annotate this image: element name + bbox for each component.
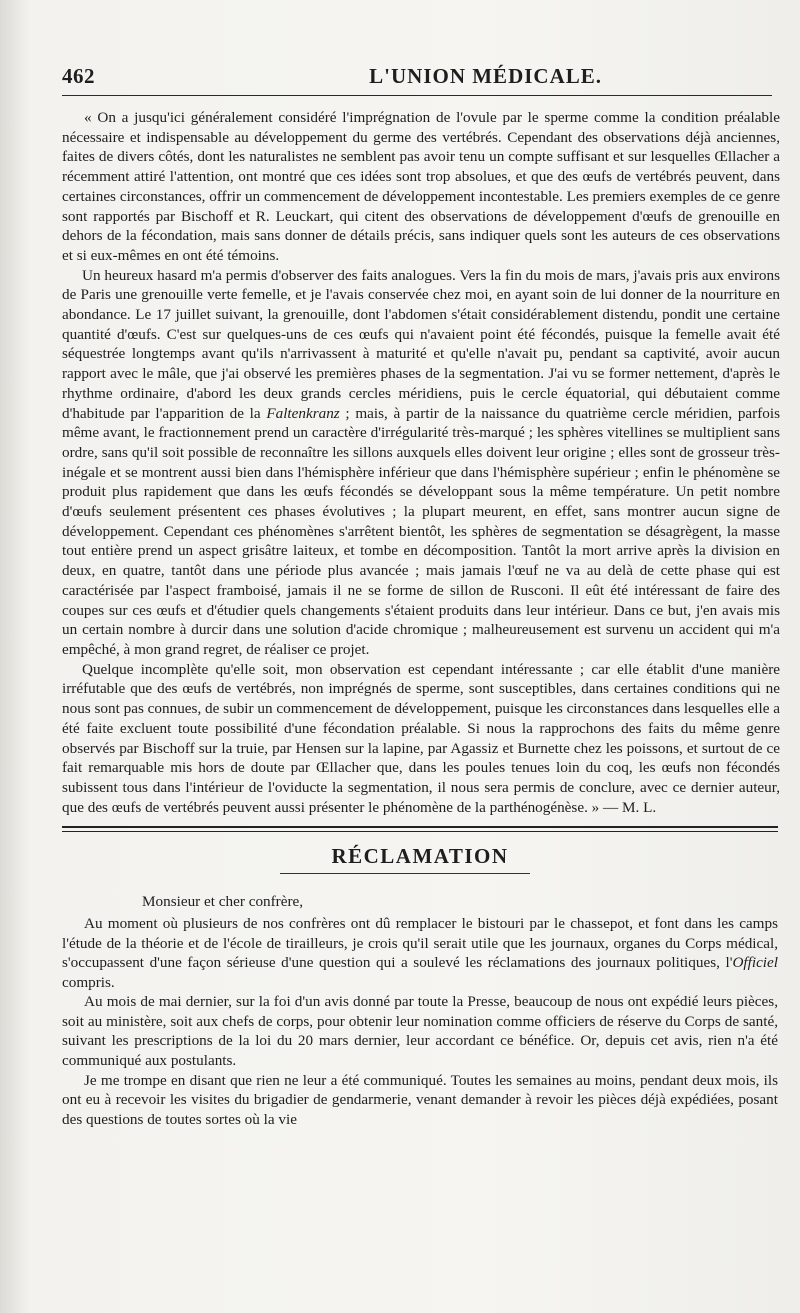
italic-term: Officiel bbox=[732, 954, 778, 972]
italic-term: Faltenkranz bbox=[266, 404, 340, 422]
letter-paragraph bbox=[62, 914, 778, 992]
letter-salutation: Monsieur et cher confrère, bbox=[142, 893, 304, 911]
article-paragraph bbox=[62, 266, 780, 660]
article-paragraph-text: ; mais, à partir de la naissance du quatrième cercle méridien, parfois même avant, le fractionnement prend un caractère d'irrégularité très-marqué ; les sphères vitellines se multiplient sans ordre, sans qu'il soit possible de reconnaître les sillons auxquels elles doivent leur origine ; elles sont de grosseur très-inégale et se montrent aussi bien dans l'hémisphère inférieur que dans l'hémisphère supérieur ; enfin le phénomène se produit plus rapidement que dans les œufs fécondés se développant sous la même température. Un petit nombre d'œufs seulement présentent ces phases évolutives ; la plupart meurent, en effet, sans montrer aucun signe de développement. Cependant ces phénomènes s'arrêtent bientôt, les sphères de segmentation se désagrègent, la masse tout entière prend un aspect grisâtre laiteux, et tombe en décomposition. Tantôt la mort arrive après la division en deux, en quatre, tantôt dans une période plus avancée ; mais jamais l'œuf ne va au delà de cette phase qui est caractérisée par l'aspect framboisé, jamais il ne se forme de sillon de Rusconi. Il eût été intéressant de faire des coupes sur ces œufs et d'étudier quels changements s'étaient produits dans leur intérieur. Dans ce but, j'en avais mis un certain nombre à durcir dans une solution d'acide chromique ; malheureusement est survenu un accident qui m'a empêché, à mon grand regret, de réaliser ce projet. bbox=[62, 404, 780, 658]
header-rule bbox=[62, 95, 772, 96]
letter-paragraph-text: Au moment où plusieurs de nos confrères ont dû remplacer le bistouri par le chassepot, et font dans les camps l'étude de la théorie et de l'école de tirailleurs, je crois qu'il serait utile que les journaux, organes du Corps médical, s'occupassent d'une façon sérieuse d'une question qui a soulevé les réclamations des journaux politiques, l' bbox=[62, 914, 778, 972]
letter-paragraph-text: compris. bbox=[62, 973, 115, 991]
section-divider bbox=[62, 826, 778, 832]
article-body bbox=[62, 108, 780, 817]
title-underline bbox=[280, 873, 530, 874]
article-paragraph-text: Un heureux hasard m'a permis d'observer des faits analogues. Vers la fin du mois de mars, j'avais pris aux environs de Paris une grenouille verte femelle, et je l'avais conservée chez moi, en ayant soin de lui donner de la nourriture en abondance. Le 17 juillet suivant, la grenouille, dont l'abdomen s'était considérablement distendu, pondit une certaine quantité d'œufs. C'est sur quelques-uns de ces œufs qui n'avaient point été fécondés, puisque la femelle avait été séquestrée longtemps avant qu'ils n'arrivassent à maturité et qu'elle n'avait pu, pendant sa captivité, avoir aucun rapport avec le mâle, que j'ai observé les premières phases de la segmentation. J'ai vu se former nettement, d'après le rhythme ordinaire, d'abord les deux grands cercles méridiens, puis le cercle équatorial, qui débutaient comme d'habitude par l'apparition de la bbox=[62, 266, 780, 422]
letter-paragraph: Je me trompe en disant que rien ne leur a été communiqué. Toutes les semaines au moins, pendant deux mois, ils ont eu à recevoir les visites du brigadier de gendarmerie, venant demander à revoir les pièces déjà expédiées, posant des questions de toutes sortes où la vie bbox=[62, 1071, 778, 1128]
journal-title: L'UNION MÉDICALE. bbox=[369, 64, 602, 88]
letter-body bbox=[62, 892, 778, 1129]
article-paragraph: « On a jusqu'ici généralement considéré l'imprégnation de l'ovule par le sperme comme la condition préalable nécessaire et indispensable au développement du germe des vertébrés. Cependant des observations déjà anciennes, faites de divers côtés, dont les naturalistes ne semblent pas avoir tenu un compte suffisant et sur lesquelles Œllacher a récemment attiré l'attention, ont montré que ces idées sont trop absolues, et que des œufs de vertébrés peuvent, dans certaines circonstances, offrir un commencement de développement incontestable. Les premiers exemples de ce genre sont rapportés par Bischoff et R. Leuckart, qui citent des observations de développement d'œufs de grenouille en dehors de la fécondation, mais sans donner de détails précis, sans indiquer quels sont les auteurs de ces observations et si eux-mêmes en ont été témoins. bbox=[62, 109, 780, 264]
section-title: RÉCLAMATION bbox=[331, 844, 509, 869]
letter-paragraph: Au mois de mai dernier, sur la foi d'un avis donné par toute la Presse, beaucoup de nous ont expédié leurs pièces, soit au ministère, soit aux chefs de corps, pour obtenir leur nomination comme officiers de réserve du Corps de santé, suivant les prescriptions de la loi du 20 mars dernier, leur accordant ce bénéfice. Or, depuis cet avis, rien n'a été communiqué aux postulants. bbox=[62, 993, 778, 1070]
article-paragraph: Quelque incomplète qu'elle soit, mon observation est cependant intéressante ; car elle établit d'une manière irréfutable que des œufs de vertébrés, non imprégnés de sperme, sont susceptibles, dans certaines conditions qui ne nous sont pas connues, de subir un commencement de développement, puisque les circonstances dans lesquelles elle a été faite excluent toute possibilité d'une fécondation préalable. Si nous la rapprochons des faits du même genre observés par Bischoff sur la truie, par Hensen sur la lapine, par Agassiz et Burnette chez les poissons, et surtout de ce fait remarquable mis hors de doute par Œllacher que, dans les poules tenues loin du coq, les œufs non fécondés subissent tous dans l'intérieur de l'oviducte la segmentation, il nous sera permis de conclure, avec ce dernier auteur, que des œufs de vertébrés peuvent aussi présenter le phénomène de la parthénogénèse. » — M. L. bbox=[62, 660, 780, 816]
page-number: 462 bbox=[62, 64, 95, 88]
page-header bbox=[62, 64, 772, 89]
